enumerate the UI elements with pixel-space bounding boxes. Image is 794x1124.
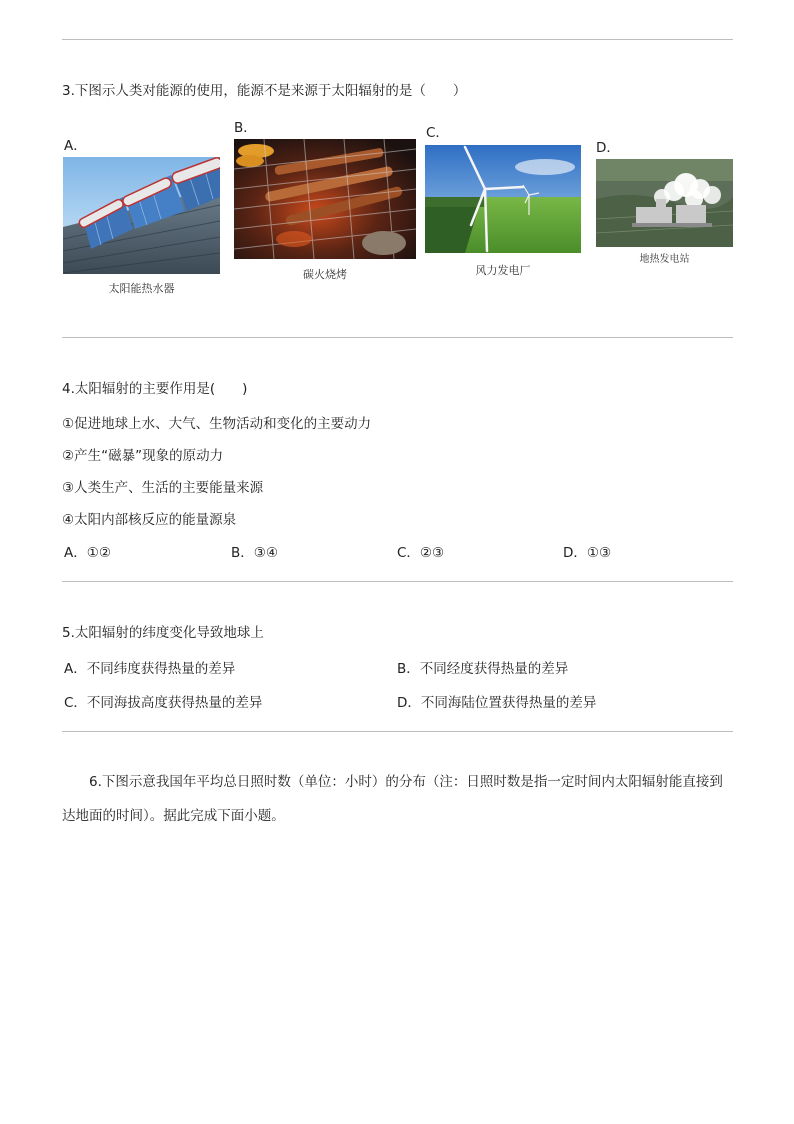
q3-option-b-letter: B． <box>234 120 257 136</box>
solar-water-heater-photo <box>63 157 220 274</box>
q4-item-1: ①促进地球上水、大气、生物活动和变化的主要动力 <box>62 416 372 432</box>
q3-option-c-caption: 风力发电厂 <box>475 264 531 277</box>
q5-stem: 5.太阳辐射的纬度变化导致地球上 <box>62 625 264 641</box>
q4-choice-a[interactable]: A．①② <box>64 545 111 561</box>
q3-option-c-letter: C． <box>426 125 449 141</box>
q4-item-2: ②产生“磁暴”现象的原动力 <box>62 448 224 464</box>
wind-farm-photo <box>425 145 581 253</box>
q4-choice-c[interactable]: C．②③ <box>397 545 445 561</box>
q3-option-d-caption: 地热发电站 <box>639 254 690 265</box>
divider <box>62 581 733 582</box>
q4-choice-d[interactable]: D．①③ <box>563 545 612 561</box>
q3-option-d-letter: D． <box>596 140 620 156</box>
q3-option-a-letter: A． <box>64 138 87 154</box>
geothermal-plant-photo <box>596 159 733 247</box>
q5-choice-c[interactable]: C．不同海拔高度获得热量的差异 <box>64 695 263 711</box>
divider <box>62 39 733 40</box>
q5-choice-b[interactable]: B．不同经度获得热量的差异 <box>397 661 569 677</box>
q5-choice-a[interactable]: A．不同纬度获得热量的差异 <box>64 661 236 677</box>
divider <box>62 337 733 338</box>
q5-choice-d[interactable]: D．不同海陆位置获得热量的差异 <box>397 695 597 711</box>
charcoal-barbecue-photo <box>234 139 416 259</box>
divider <box>62 731 733 732</box>
q3-stem: 3.下图示人类对能源的使用，能源不是来源于太阳辐射的是（ ） <box>62 83 467 99</box>
q3-option-b-caption: 碳火烧烤 <box>303 268 347 281</box>
q4-stem: 4.太阳辐射的主要作用是( ) <box>62 381 248 397</box>
q3-option-a-caption: 太阳能热水器 <box>108 282 175 295</box>
q6-text: 6.下图示意我国年平均总日照时数（单位：小时）的分布（注：日照时数是指一定时间内太阳辐射能直接到达地面的时间）。据此完成下面小题。 <box>62 774 723 824</box>
q4-choice-b[interactable]: B．③④ <box>231 545 278 561</box>
q4-item-4: ④太阳内部核反应的能量源泉 <box>62 512 237 528</box>
q4-item-3: ③人类生产、生活的主要能量来源 <box>62 480 264 496</box>
